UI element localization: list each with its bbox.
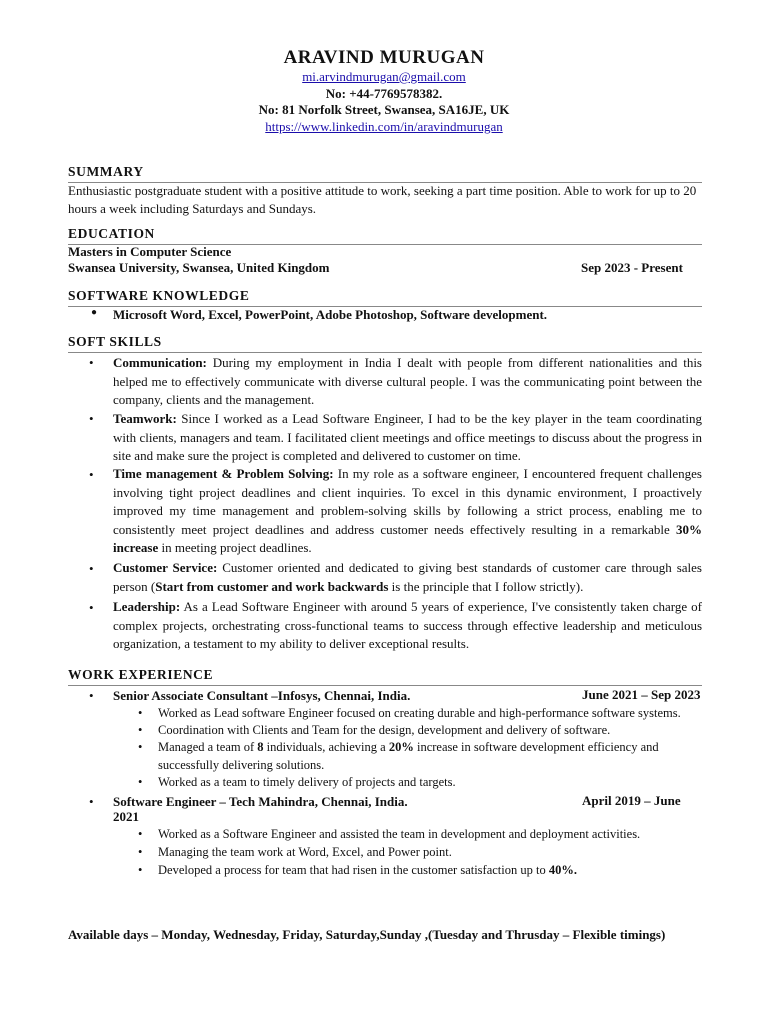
candidate-name: ARAVIND MURUGAN	[283, 47, 485, 68]
bullet-icon: •	[138, 723, 143, 737]
section-title-work: WORK EXPERIENCE	[68, 667, 214, 682]
soft-skill-time-management: Time management & Problem Solving: In my role as a software engineer, I encountered frequent challenges involving tight project deadlines and client inquiries. To excel in this dynamic environment, I proactively improved my time management and problem-solving skills by following a strict process, enabling me to consistently meet project deadlines and address customer needs effectively resulting in a remarkable 30% increase in meeting project deadlines.	[113, 466, 702, 555]
bullet-icon: •	[138, 706, 143, 720]
bullet-icon: •	[89, 411, 94, 426]
job-point: Managed a team of 8 individuals, achieving a 20% increase in software development efficiency and successfully delivering solutions.	[158, 740, 659, 772]
bullet-icon: •	[89, 561, 94, 576]
address: No: 81 Norfolk Street, Swansea, SA16JE, UK	[258, 102, 510, 117]
bullet-icon: •	[89, 467, 94, 482]
job-point: Worked as a Software Engineer and assisted the team in development and deployment activities.	[158, 827, 641, 841]
divider	[68, 685, 702, 686]
soft-skill-customer-service: Customer Service: Customer oriented and dedicated to giving best standards of customer care through sales person (Start from customer and work backwards is the principle that I follow strictly).	[113, 560, 702, 594]
job-point: Managing the team work at Word, Excel, and Power point.	[158, 845, 452, 859]
job-point: Worked as Lead software Engineer focused on creating durable and high-performance software systems.	[158, 706, 681, 720]
section-title-software: SOFTWARE KNOWLEDGE	[68, 288, 250, 303]
email-link[interactable]: mi.arvindmurugan@gmail.com	[302, 69, 466, 84]
section-title-education: EDUCATION	[68, 226, 155, 241]
job-dates: June 2021 – Sep 2023	[582, 687, 701, 702]
phone: No: +44-7769578382.	[325, 86, 443, 101]
linkedin-line	[0, 119, 768, 135]
job-role: Senior Associate Consultant –Infosys, Chennai, India.	[113, 688, 411, 703]
job-point: Worked as a team to timely delivery of projects and targets.	[158, 775, 456, 789]
bullet-icon: •	[138, 740, 143, 754]
job-point: Coordination with Clients and Team for the design, development and delivery of software.	[158, 723, 611, 737]
bullet-icon: ●	[91, 307, 98, 318]
education-degree: Masters in Computer Science	[68, 244, 232, 259]
bullet-icon: •	[138, 845, 143, 859]
job-dates: April 2019 – June	[582, 793, 681, 808]
bullet-icon: •	[89, 600, 94, 615]
education-dates: Sep 2023 - Present	[581, 260, 683, 275]
linkedin-link[interactable]: https://www.linkedin.com/in/aravindmurugan	[265, 119, 503, 134]
bullet-icon: •	[138, 827, 143, 841]
job-dates-cont: 2021	[113, 809, 139, 824]
job-point: Developed a process for team that had risen in the customer satisfaction up to 40%.	[158, 863, 577, 877]
soft-skill-leadership: Leadership: As a Lead Software Engineer with around 5 years of experience, I've consistently taken charge of complex projects, orchestrating cross-functional teams to success through effective leadership and meticulous organization, a testament to my ability to deliver exceptional results.	[113, 599, 702, 651]
soft-skill-teamwork: Teamwork: Since I worked as a Lead Software Engineer, I had to be the key player in the team coordinating with clients, managers and team. I facilitated client meetings and office meetings to discuss about the progress in site and make sure the project is completed and delivered to customer on time.	[113, 411, 702, 463]
education-institution: Swansea University, Swansea, United Kingdom	[68, 260, 330, 275]
bullet-icon: •	[138, 863, 143, 877]
job-role: Software Engineer – Tech Mahindra, Chennai, India.	[113, 794, 408, 809]
software-item: Microsoft Word, Excel, PowerPoint, Adobe Photoshop, Software development.	[113, 307, 548, 322]
section-title-soft-skills: SOFT SKILLS	[68, 334, 162, 349]
bullet-icon: •	[138, 775, 143, 789]
soft-skill-communication: Communication: During my employment in India I dealt with people from different nationalities and this helped me to effectively communicate with diverse cultural people. I was the communicating point between the company, clients and the management.	[113, 355, 702, 407]
availability: Available days – Monday, Wednesday, Friday, Saturday,Sunday ,(Tuesday and Thrusday – Flexible timings)	[68, 927, 666, 942]
email-line	[0, 69, 768, 85]
bullet-icon: •	[89, 794, 94, 809]
summary-text: Enthusiastic postgraduate student with a positive attitude to work, seeking a part time position. Able to work for up to 20 hours a week including Saturdays and Sundays.	[68, 183, 697, 216]
divider	[68, 352, 702, 353]
section-title-summary: SUMMARY	[68, 164, 144, 179]
bullet-icon: •	[89, 355, 94, 370]
bullet-icon: •	[89, 688, 94, 703]
